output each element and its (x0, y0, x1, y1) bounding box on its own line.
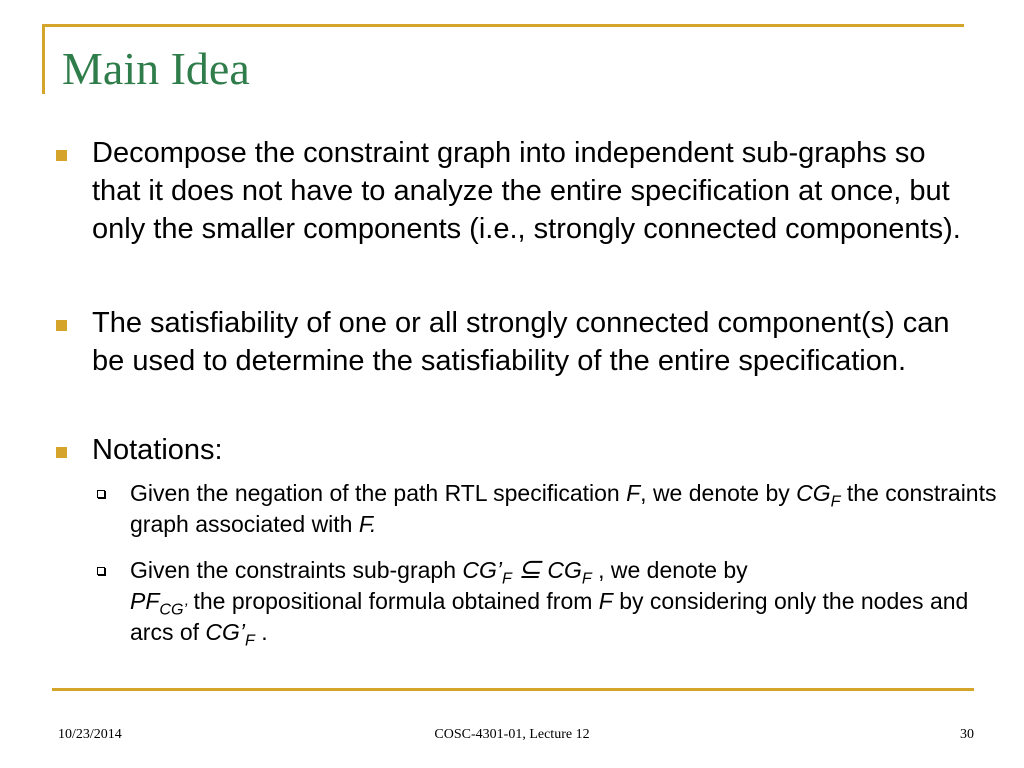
slide-title: Main Idea (62, 43, 250, 94)
footer-page-number: 30 (960, 727, 974, 742)
bullet-satisfiability: The satisfiability of one or all strongly connected component(s) can be used to determine the satisfiability of the entire specification. (92, 307, 950, 377)
footer-course: COSC-4301-01, Lecture 12 (434, 727, 590, 742)
bullet-notations: Notations: (92, 434, 223, 466)
bullet-marker (56, 320, 67, 331)
left-rule (42, 24, 45, 94)
sub-bullet-pfcg: Given the constraints sub-graph $CG’_F$ ⊆ $CG_F$ , we denote by $PF_{CG’}$ the propositional formula obtained from F by considering only the nodes and arcs of $CG’_F$ . (130, 553, 969, 650)
bullet-marker (56, 150, 67, 161)
subset-symbol: ⊆ (517, 553, 542, 584)
bullet-decompose: Decompose the constraint graph into independent sub-graphs so that it does not have to analyze the entire specification at once, but only the smaller components (i.e., strongly connected components). (92, 137, 961, 245)
bullet-marker (56, 447, 67, 458)
sub-bullet-cgf: Given the negation of the path RTL specification F, we denote by $CG_F$ the constraints graph associated with F. (130, 480, 997, 537)
footer-date: 10/23/2014 (58, 727, 122, 742)
sub-bullet-marker (97, 567, 105, 575)
sub-bullet-marker (97, 490, 105, 498)
bottom-rule (52, 688, 974, 691)
top-rule (42, 24, 964, 27)
